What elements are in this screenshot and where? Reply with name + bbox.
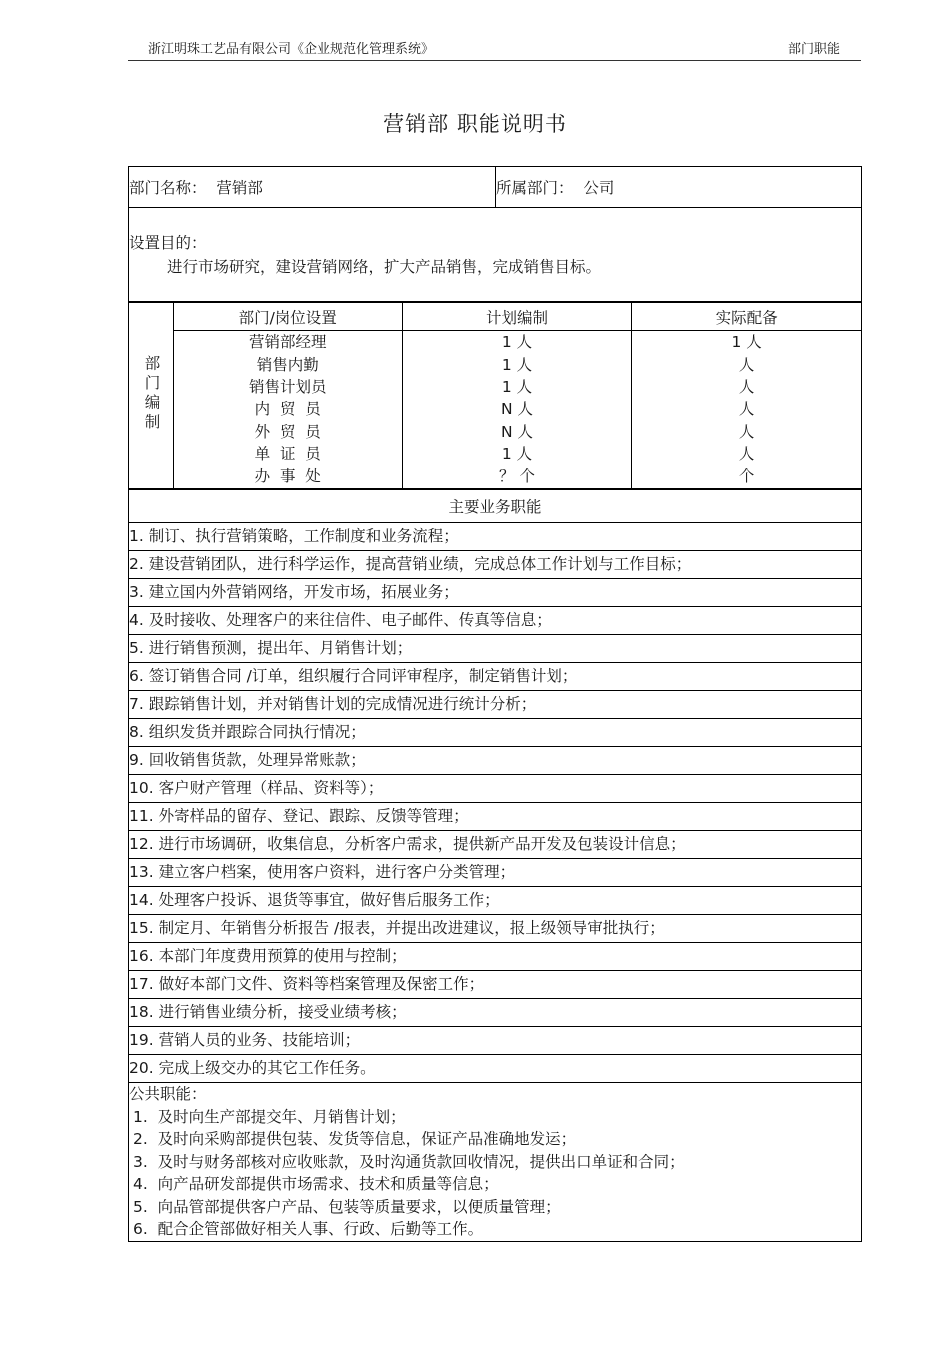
planned-item: ？ 个 bbox=[499, 467, 535, 486]
parent-dept-label: 所属部门： bbox=[496, 179, 574, 197]
function-row bbox=[129, 999, 862, 1027]
actual-item: 人 bbox=[738, 355, 755, 374]
function-row bbox=[129, 803, 862, 831]
function-item: 1. 制订、执行营销策略，工作制度和业务流程； bbox=[129, 523, 862, 551]
purpose-cell bbox=[129, 208, 862, 302]
planned-item: 1 人 bbox=[501, 378, 533, 397]
function-row bbox=[129, 831, 862, 859]
staffing-header-actual: 实际配备 bbox=[632, 303, 861, 331]
dept-info-row bbox=[129, 167, 862, 208]
function-row bbox=[129, 523, 862, 551]
common-function-item: 2. 及时向采购部提供包装、发货等信息，保证产品准确地发运； bbox=[133, 1130, 577, 1148]
function-description-table bbox=[128, 166, 862, 1242]
function-row bbox=[129, 775, 862, 803]
header-section-label: 部门职能 bbox=[787, 42, 840, 57]
function-item: 6. 签订销售合同 /订单，组织履行合同评审程序，制定销售计划； bbox=[129, 663, 862, 691]
actual-item: 人 bbox=[738, 422, 755, 441]
staffing-cell bbox=[129, 302, 862, 490]
planned-item: N 人 bbox=[501, 422, 534, 441]
functions-heading: 主要业务职能 bbox=[129, 490, 862, 523]
position-item: 销售计划员 bbox=[248, 378, 327, 397]
actual-item: 1 人 bbox=[731, 333, 762, 352]
header-company-title: 浙江明珠工艺品有限公司《企业规范化管理系统》 bbox=[148, 42, 435, 57]
page-title: 营销部 职能说明书 bbox=[383, 112, 567, 136]
function-row bbox=[129, 1055, 862, 1083]
function-item: 18. 进行销售业绩分析，接受业绩考核； bbox=[129, 999, 862, 1027]
planned-list bbox=[402, 331, 631, 489]
position-item: 办 事 处 bbox=[254, 467, 321, 486]
staffing-header-planned: 计划编制 bbox=[402, 303, 631, 331]
function-row bbox=[129, 747, 862, 775]
parent-dept-value: 公司 bbox=[583, 179, 615, 197]
position-item: 销售内勤 bbox=[256, 355, 319, 374]
function-item: 8. 组织发货并跟踪合同执行情况； bbox=[129, 719, 862, 747]
header-divider bbox=[128, 60, 861, 61]
function-item: 15. 制定月、年销售分析报告 /报表，并提出改进建议，报上级领导审批执行； bbox=[129, 915, 862, 943]
planned-item: 1 人 bbox=[501, 355, 533, 374]
staffing-table bbox=[129, 302, 861, 489]
common-functions-cell bbox=[129, 1083, 862, 1242]
function-item: 20. 完成上级交办的其它工作任务。 bbox=[129, 1055, 862, 1083]
function-item: 4. 及时接收、处理客户的来往信件、电子邮件、传真等信息； bbox=[129, 607, 862, 635]
position-item: 单 证 员 bbox=[254, 444, 321, 463]
function-row bbox=[129, 943, 862, 971]
position-list bbox=[173, 331, 402, 489]
functions-heading-row bbox=[129, 490, 862, 523]
function-row bbox=[129, 663, 862, 691]
planned-item: N 人 bbox=[501, 400, 534, 419]
function-row bbox=[129, 719, 862, 747]
actual-item: 个 bbox=[738, 467, 755, 486]
actual-item: 人 bbox=[738, 444, 755, 463]
function-item: 16. 本部门年度费用预算的使用与控制； bbox=[129, 943, 862, 971]
staffing-header-row bbox=[129, 303, 861, 331]
position-item: 外 贸 员 bbox=[254, 422, 321, 441]
staffing-side-label: 部门编制 bbox=[142, 354, 161, 433]
purpose-text: 进行市场研究，建设营销网络，扩大产品销售，完成销售目标。 bbox=[167, 257, 602, 276]
dept-name-value: 营销部 bbox=[216, 179, 263, 197]
common-functions-label: 公共职能： bbox=[129, 1085, 207, 1103]
staffing-body-row bbox=[129, 331, 861, 489]
function-item: 11. 外寄样品的留存、登记、跟踪、反馈等管理； bbox=[129, 803, 862, 831]
actual-list bbox=[632, 331, 861, 489]
function-item: 19. 营销人员的业务、技能培训； bbox=[129, 1027, 862, 1055]
function-row bbox=[129, 607, 862, 635]
common-function-item: 1. 及时向生产部提交年、月销售计划； bbox=[133, 1107, 406, 1126]
page-header bbox=[128, 36, 860, 60]
planned-item: 1 人 bbox=[501, 333, 533, 352]
function-item: 2. 建设营销团队，进行科学运作，提高营销业绩，完成总体工作计划与工作目标； bbox=[129, 551, 862, 579]
planned-item: 1 人 bbox=[501, 444, 533, 463]
function-item: 12. 进行市场调研，收集信息，分析客户需求，提供新产品开发及包装设计信息； bbox=[129, 831, 862, 859]
purpose-label: 设置目的： bbox=[129, 233, 207, 252]
function-row bbox=[129, 579, 862, 607]
parent-dept-cell bbox=[496, 167, 862, 208]
actual-item: 人 bbox=[738, 378, 755, 397]
dept-name-label: 部门名称： bbox=[129, 179, 207, 197]
function-row bbox=[129, 859, 862, 887]
function-item: 7. 跟踪销售计划，并对销售计划的完成情况进行统计分析； bbox=[129, 691, 862, 719]
position-item: 营销部经理 bbox=[248, 333, 327, 352]
function-item: 10. 客户财产管理（样品、资料等）； bbox=[129, 775, 862, 803]
staffing-side-label-cell bbox=[129, 303, 173, 489]
actual-item: 人 bbox=[738, 400, 755, 419]
function-item: 14. 处理客户投诉、退货等事宜，做好售后服务工作； bbox=[129, 887, 862, 915]
function-row bbox=[129, 915, 862, 943]
function-item: 17. 做好本部门文件、资料等档案管理及保密工作； bbox=[129, 971, 862, 999]
position-item: 内 贸 员 bbox=[254, 400, 321, 419]
function-item: 5. 进行销售预测，提出年、月销售计划； bbox=[129, 635, 862, 663]
function-row bbox=[129, 1027, 862, 1055]
common-functions-row bbox=[129, 1083, 862, 1242]
dept-name-cell bbox=[129, 167, 496, 208]
function-item: 13. 建立客户档案，使用客户资料，进行客户分类管理； bbox=[129, 859, 862, 887]
function-row bbox=[129, 971, 862, 999]
common-function-item: 4. 向产品研发部提供市场需求、技术和质量等信息； bbox=[133, 1175, 499, 1193]
common-function-item: 6. 配合企管部做好相关人事、行政、后勤等工作。 bbox=[133, 1220, 484, 1238]
common-function-item: 3. 及时与财务部核对应收账款，及时沟通货款回收情况，提供出口单证和合同； bbox=[133, 1152, 685, 1171]
staffing-row bbox=[129, 302, 862, 490]
function-row bbox=[129, 551, 862, 579]
common-function-item: 5. 向品管部提供客户产品、包装等质量要求，以便质量管理； bbox=[133, 1197, 561, 1216]
staffing-header-position: 部门/岗位设置 bbox=[173, 303, 402, 331]
function-item: 9. 回收销售货款，处理异常账款； bbox=[129, 747, 862, 775]
function-row bbox=[129, 635, 862, 663]
function-row bbox=[129, 691, 862, 719]
purpose-row bbox=[129, 208, 862, 302]
function-row bbox=[129, 887, 862, 915]
function-item: 3. 建立国内外营销网络，开发市场，拓展业务； bbox=[129, 579, 862, 607]
